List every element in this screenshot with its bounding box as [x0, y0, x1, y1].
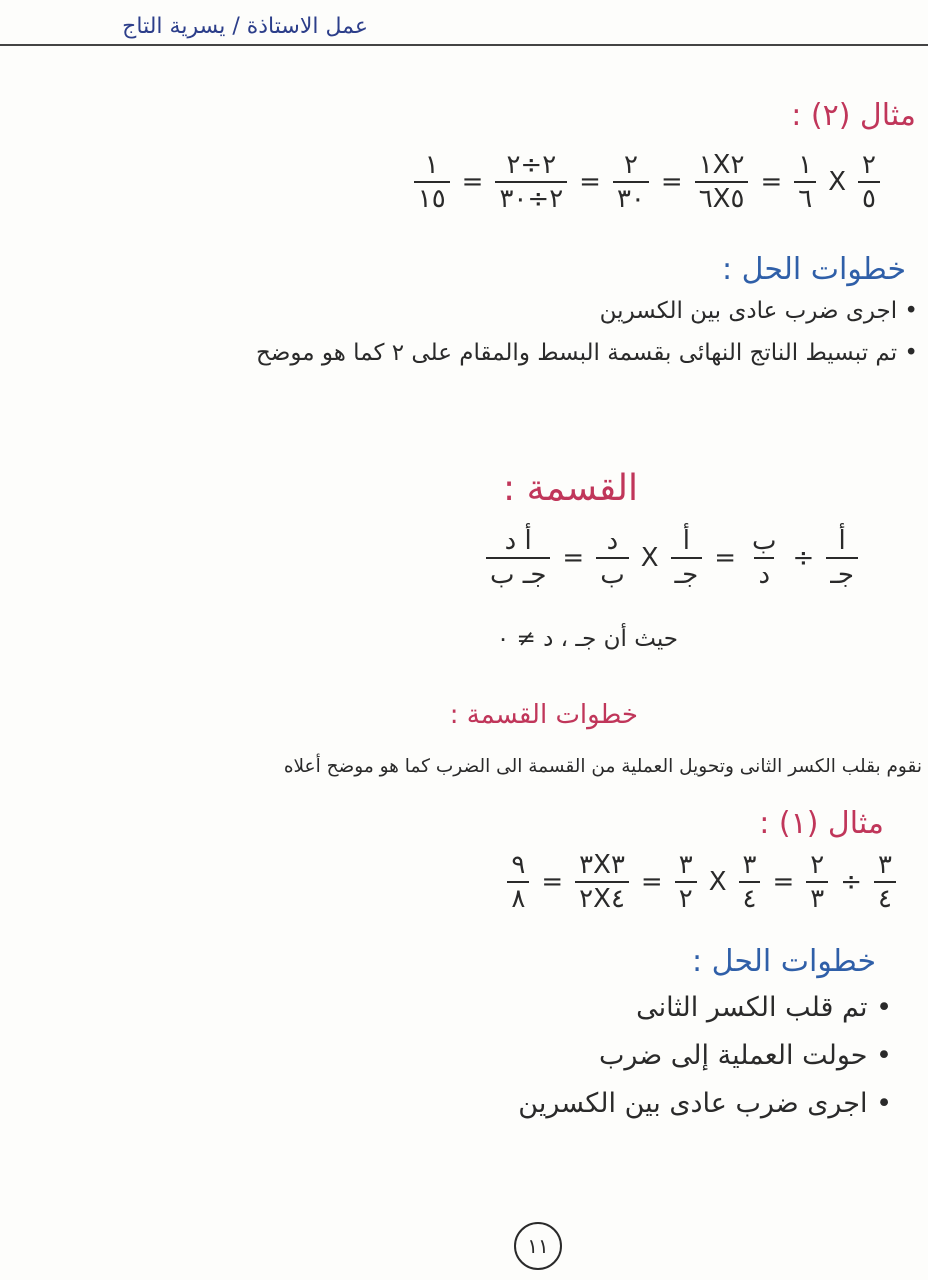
fraction	[874, 852, 896, 912]
example1-step-1: • تم قلب الكسر الثانى	[636, 992, 892, 1023]
example1-step-3: • اجرى ضرب عادى بين الكسرين	[518, 1088, 892, 1119]
fraction-numerator: أ	[838, 526, 846, 556]
fraction-denominator: جـ ب	[486, 557, 550, 588]
operator: =	[660, 167, 683, 197]
example2-equation	[414, 152, 880, 212]
operator: X	[828, 167, 847, 197]
fraction-numerator: ٢	[623, 150, 638, 180]
example1-step-2: • حولت العملية إلى ضرب	[598, 1040, 892, 1071]
example2-step-1: • اجرى ضرب عادى بين الكسرين	[599, 298, 918, 324]
fraction-numerator: ١X٢	[698, 150, 745, 180]
example2-steps-title: خطوات الحل :	[722, 252, 906, 287]
fraction	[495, 152, 567, 212]
fraction-denominator: ٦X٥	[695, 181, 749, 212]
fraction	[613, 152, 649, 212]
fraction-denominator: ٨	[507, 881, 529, 912]
division-title: القسمة :	[503, 468, 638, 509]
operator: =	[772, 867, 795, 897]
fraction-numerator: ٣	[678, 850, 693, 880]
fraction	[739, 852, 761, 912]
fraction	[806, 852, 828, 912]
operator: =	[579, 167, 601, 197]
fraction	[414, 152, 450, 212]
fraction-numerator: ٢÷٢	[506, 150, 557, 180]
fraction	[575, 852, 629, 912]
fraction-numerator: ١	[424, 150, 439, 180]
fraction-denominator: ٤	[874, 881, 896, 912]
fraction-numerator: ١	[798, 150, 813, 180]
fraction-numerator: د	[606, 526, 619, 556]
operator: X	[640, 543, 659, 573]
operator: ÷	[792, 543, 815, 573]
fraction	[748, 528, 780, 588]
header-divider	[0, 44, 928, 46]
fraction-numerator: ب	[752, 526, 777, 556]
division-condition: حيث أن جـ ، د ≠ ٠	[496, 626, 678, 652]
fraction	[507, 852, 529, 912]
example1-steps-title: خطوات الحل :	[692, 944, 876, 979]
page-header-author: عمل الاستاذة / يسرية التاج	[122, 14, 368, 39]
operator: ÷	[840, 867, 863, 897]
fraction-denominator: جـ	[826, 557, 858, 588]
fraction-denominator: ٢	[675, 881, 697, 912]
example2-title: مثال (٢) :	[791, 98, 916, 133]
fraction-denominator: ٢÷٣٠	[495, 181, 567, 212]
fraction-denominator: ١٥	[414, 181, 450, 212]
fraction-denominator: ٢X٤	[575, 881, 629, 912]
fraction-numerator: ٢	[862, 150, 876, 180]
fraction-denominator: جـ	[671, 557, 703, 588]
fraction-numerator: ٣	[742, 850, 757, 880]
example1-equation	[507, 852, 896, 912]
fraction	[695, 152, 749, 212]
operator: X	[708, 867, 727, 897]
fraction-numerator: ٣	[878, 850, 892, 880]
operator: =	[461, 167, 484, 197]
fraction-numerator: أ	[682, 526, 690, 556]
fraction	[671, 528, 703, 588]
division-steps-text: نقوم بقلب الكسر الثانى وتحويل العملية من القسمة الى الضرب كما هو موضح أعلاه	[283, 756, 922, 777]
fraction-denominator: ٦	[794, 181, 816, 212]
operator: =	[760, 167, 783, 197]
fraction-numerator: ٢	[810, 850, 825, 880]
fraction-numerator: أ د	[504, 526, 532, 556]
fraction-numerator: ٣X٣	[579, 850, 625, 880]
operator: =	[714, 543, 737, 573]
fraction-denominator: ٣	[806, 881, 828, 912]
operator: =	[640, 867, 663, 897]
division-equation	[486, 528, 858, 588]
fraction-denominator: ٣٠	[613, 181, 649, 212]
page-number-text: ١١	[527, 1234, 549, 1258]
division-steps-title: خطوات القسمة :	[449, 700, 638, 730]
example2-step-2: • تم تبسيط الناتج النهائى بقسمة البسط والمقام على ٢ كما هو موضح	[255, 340, 918, 366]
operator: =	[562, 543, 585, 573]
fraction	[826, 528, 858, 588]
fraction-denominator: ب	[596, 557, 628, 588]
page-number	[514, 1222, 562, 1270]
fraction-denominator: ٤	[739, 881, 761, 912]
fraction-numerator: ٩	[511, 850, 526, 880]
example1-title: مثال (١) :	[759, 806, 884, 841]
fraction-denominator: ٥	[858, 181, 880, 212]
fraction	[675, 852, 697, 912]
operator: =	[541, 867, 564, 897]
fraction-denominator: د	[754, 557, 774, 588]
fraction	[486, 528, 550, 588]
fraction	[794, 152, 816, 212]
fraction	[858, 152, 880, 212]
fraction	[596, 528, 628, 588]
